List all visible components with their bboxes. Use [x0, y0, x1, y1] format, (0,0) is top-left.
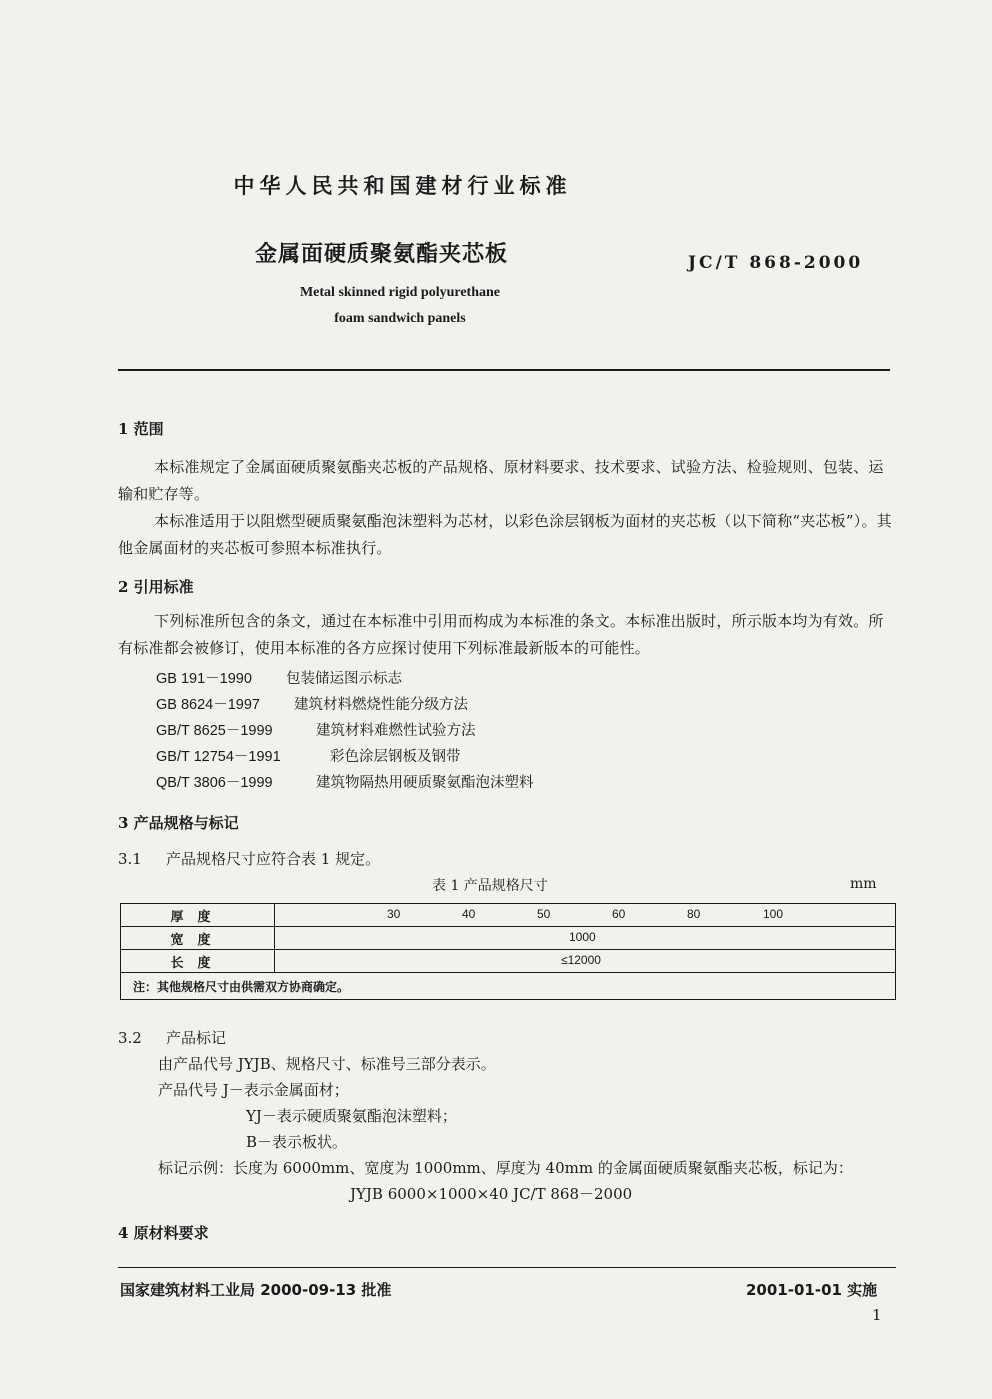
- reference-item: [156, 771, 273, 792]
- marking-description: 由产品代号 JYJB、规格尺寸、标准号三部分表示。: [158, 1055, 496, 1073]
- header-rule: [118, 369, 890, 371]
- clause-3-1-text: 产品规格尺寸应符合表 1 规定。: [166, 850, 381, 868]
- section-2-heading: 2 引用标准: [118, 578, 194, 596]
- table-note: 注：其他规格尺寸由供需双方协商确定。: [121, 973, 896, 1000]
- clause-3-1-number: 3.1: [118, 850, 142, 868]
- length-value-cell: [275, 950, 896, 973]
- table-unit: mm: [850, 876, 877, 892]
- row-label-thickness: 厚度: [121, 904, 275, 927]
- table-caption: 表 1 产品规格尺寸: [432, 878, 548, 894]
- reference-title: 彩色涂层钢板及钢带: [330, 749, 461, 765]
- product-code-j: 产品代号 J－表示金属面材；: [158, 1081, 349, 1099]
- product-code-yj: YJ－表示硬质聚氨酯泡沫塑料；: [246, 1107, 457, 1125]
- org-title: 中华人民共和国建材行业标准: [233, 174, 572, 198]
- reference-item: [156, 719, 273, 740]
- width-value-cell: [275, 927, 896, 950]
- reference-code: GB/T 8625－1999: [156, 723, 273, 739]
- reference-code: GB 8624－1997: [156, 697, 260, 713]
- en-title-line1: Metal skinned rigid polyurethane: [299, 285, 501, 300]
- section-1-heading: 1 范围: [118, 420, 164, 438]
- reference-title: 包装储运图示标志: [286, 671, 402, 687]
- marking-example-code: JYJB 6000×1000×40 JC/T 868－2000: [350, 1185, 633, 1203]
- reference-item: [156, 693, 260, 714]
- reference-title: 建筑材料燃烧性能分级方法: [294, 697, 468, 713]
- reference-item: [156, 745, 281, 766]
- doc-title: 金属面硬质聚氨酯夹芯板: [255, 242, 509, 267]
- approval-line: 国家建筑材料工业局 2000-09-13 批准: [120, 1281, 392, 1299]
- section-2-paragraph: 下列标准所包含的条文，通过在本标准中引用而构成为本标准的条文。本标准出版时，所示版本均为有效。所有标准都会被修订，使用本标准的各方应探讨使用下列标准最新版本的可能性。: [118, 612, 884, 657]
- thickness-value: 50: [537, 907, 551, 921]
- row-label-length: 长度: [121, 950, 275, 973]
- en-title-line2: foam sandwich panels: [334, 311, 466, 326]
- table-row: [121, 904, 896, 927]
- product-code-b: B－表示板状。: [246, 1133, 348, 1151]
- clause-3-2-title: 产品标记: [166, 1029, 227, 1047]
- marking-example: 标记示例：长度为 6000mm、宽度为 1000mm、厚度为 40mm 的金属面硬质聚氨酯夹芯板，标记为：: [158, 1159, 853, 1177]
- reference-code: GB 191－1990: [156, 671, 252, 687]
- spec-table: [120, 903, 896, 1000]
- section-1-paragraph-1: 本标准规定了金属面硬质聚氨酯夹芯板的产品规格、原材料要求、技术要求、试验方法、检验规则、包装、运输和贮存等。: [118, 458, 884, 503]
- thickness-values: [275, 904, 896, 927]
- thickness-value: 60: [612, 907, 626, 921]
- reference-title: 建筑物隔热用硬质聚氨酯泡沫塑料: [316, 775, 534, 791]
- section-4-heading: 4 原材料要求: [118, 1224, 209, 1242]
- thickness-value: 30: [387, 907, 401, 921]
- thickness-value: 100: [763, 907, 784, 921]
- row-label-width: 宽度: [121, 927, 275, 950]
- thickness-value: 40: [462, 907, 476, 921]
- table-row: [121, 950, 896, 973]
- page-number: 1: [872, 1306, 882, 1324]
- clause-3-2-number: 3.2: [118, 1029, 142, 1047]
- table-row: [121, 973, 896, 1000]
- section-3-heading: 3 产品规格与标记: [118, 814, 239, 832]
- width-value: 1000: [569, 930, 596, 944]
- doc-code: JC/T 868-2000: [688, 253, 864, 273]
- reference-code: QB/T 3806－1999: [156, 775, 273, 791]
- footer-rule: [118, 1267, 896, 1268]
- thickness-value: 80: [687, 907, 701, 921]
- reference-code: GB/T 12754－1991: [156, 749, 281, 765]
- section-1-paragraph-2: 本标准适用于以阻燃型硬质聚氨酯泡沫塑料为芯材，以彩色涂层钢板为面材的夹芯板（以下简称“夹芯板”）。其他金属面材的夹芯板可参照本标准执行。: [118, 512, 892, 557]
- reference-title: 建筑材料难燃性试验方法: [316, 723, 476, 739]
- effective-date: 2001-01-01 实施: [746, 1281, 878, 1299]
- reference-item: [156, 667, 252, 688]
- table-row: [121, 927, 896, 950]
- length-value: ≤12000: [561, 953, 601, 967]
